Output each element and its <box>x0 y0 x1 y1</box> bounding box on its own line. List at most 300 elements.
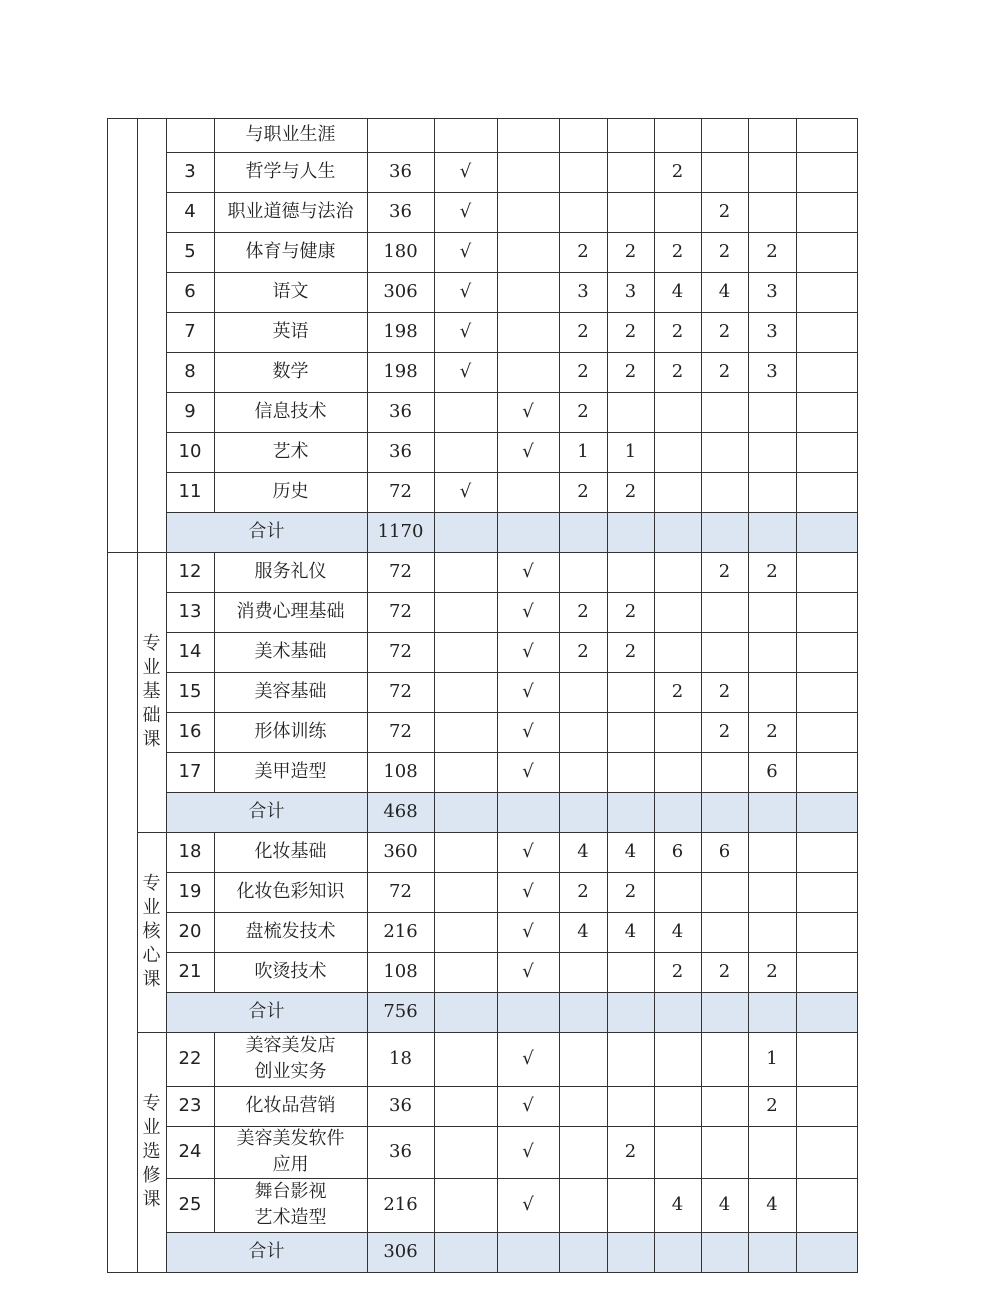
v-gridline <box>796 118 797 1272</box>
semester-hours-cell <box>857 272 893 312</box>
h-gridline <box>166 392 858 393</box>
group-label-char: 专 <box>142 873 161 894</box>
v-gridline <box>137 552 138 1272</box>
semester-hours-cell: 2 <box>624 361 637 382</box>
required-check <box>434 1126 497 1178</box>
required-check <box>434 552 497 592</box>
semester-hours-cell <box>607 792 654 832</box>
semester-hours-cell: 4 <box>671 1194 684 1215</box>
course-number: 12 <box>178 561 202 582</box>
semester-hours-cell: 2 <box>718 561 731 582</box>
course-hours: 180 <box>383 241 418 262</box>
course-name <box>214 1032 367 1086</box>
course-name <box>214 712 367 752</box>
semester-hours-cell: 3 <box>766 281 778 302</box>
semester-hours-cell <box>796 712 857 752</box>
course-name-line: 服务礼仪 <box>254 561 327 582</box>
elective-check: √ <box>522 561 534 582</box>
course-name <box>214 472 367 512</box>
group-label-char: 基 <box>142 681 161 702</box>
semester-hours-cell: 2 <box>577 641 589 662</box>
group-label <box>137 832 166 1032</box>
course-hours: 36 <box>389 1095 412 1116</box>
course-name <box>214 392 367 432</box>
semester-hours-cell <box>796 118 857 152</box>
group-label-char: 核 <box>142 921 161 942</box>
semester-hours-cell: 6 <box>718 841 731 862</box>
semester-hours-cell <box>654 432 701 472</box>
semester-hours-cell <box>559 192 607 232</box>
semester-hours-cell: 2 <box>766 561 778 582</box>
semester-hours-cell <box>559 1086 607 1126</box>
semester-hours-cell <box>857 912 893 952</box>
course-name <box>214 832 367 872</box>
course-hours <box>367 118 434 152</box>
elective-check: √ <box>522 441 534 462</box>
semester-hours-cell <box>748 872 796 912</box>
semester-hours-cell <box>857 632 893 672</box>
course-name <box>214 552 367 592</box>
course-name <box>214 592 367 632</box>
h-gridline <box>166 272 858 273</box>
course-number: 22 <box>178 1048 202 1069</box>
course-name-line: 化妆基础 <box>254 841 327 862</box>
v-gridline <box>214 592 215 632</box>
v-gridline <box>857 118 858 1272</box>
group-label-char: 课 <box>142 969 161 990</box>
h-gridline <box>107 118 858 119</box>
h-gridline <box>166 512 858 513</box>
semester-hours-cell: 4 <box>718 1194 731 1215</box>
h-gridline <box>166 672 858 673</box>
required-check <box>434 392 497 432</box>
h-gridline <box>166 632 858 633</box>
course-name-line: 舞台影视 <box>254 1181 327 1202</box>
v-gridline <box>214 152 215 192</box>
semester-hours-cell <box>748 192 796 232</box>
semester-hours-cell <box>701 432 748 472</box>
semester-hours-cell <box>857 872 893 912</box>
required-check: √ <box>459 281 472 302</box>
v-gridline <box>654 118 655 1272</box>
semester-hours-cell <box>559 992 607 1032</box>
elective-check <box>497 512 559 552</box>
semester-hours-cell <box>701 632 748 672</box>
course-name-line: 艺术造型 <box>254 1207 327 1228</box>
semester-hours-cell <box>607 392 654 432</box>
semester-hours-cell <box>796 1178 857 1232</box>
course-number: 18 <box>178 841 202 862</box>
semester-hours-cell <box>559 152 607 192</box>
required-check <box>434 432 497 472</box>
group-label-char: 修 <box>142 1165 161 1186</box>
semester-hours-cell <box>559 1032 607 1086</box>
course-number: 3 <box>184 161 196 182</box>
semester-hours-cell <box>796 512 857 552</box>
semester-hours-cell: 2 <box>718 721 731 742</box>
semester-hours-cell <box>796 992 857 1032</box>
semester-hours-cell <box>748 792 796 832</box>
required-check <box>434 672 497 712</box>
h-gridline <box>166 1232 858 1233</box>
course-number: 14 <box>178 641 202 662</box>
course-name <box>214 1086 367 1126</box>
elective-check: √ <box>522 1095 534 1116</box>
h-gridline <box>166 312 858 313</box>
total-label: 合计 <box>248 801 285 822</box>
course-name-line: 美容美发店 <box>245 1035 336 1056</box>
course-hours: 36 <box>389 161 412 182</box>
semester-hours-cell: 4 <box>671 921 684 942</box>
elective-check: √ <box>522 961 534 982</box>
required-check <box>434 1086 497 1126</box>
course-name-line: 数学 <box>272 361 309 382</box>
semester-hours-cell <box>654 512 701 552</box>
course-hours: 198 <box>383 321 418 342</box>
semester-hours-cell <box>857 352 893 392</box>
course-name-line: 历史 <box>272 481 309 502</box>
semester-hours-cell <box>796 872 857 912</box>
semester-hours-cell <box>607 118 654 152</box>
semester-hours-cell <box>857 392 893 432</box>
group-label-char: 础 <box>142 705 161 726</box>
total-label: 合计 <box>248 1001 285 1022</box>
semester-hours-cell: 2 <box>624 1141 637 1162</box>
semester-hours-cell <box>857 1232 893 1272</box>
course-hours: 36 <box>389 1141 412 1162</box>
semester-hours-cell <box>796 1232 857 1272</box>
semester-hours-cell <box>748 512 796 552</box>
total-hours: 756 <box>383 1001 418 1022</box>
semester-hours-cell <box>748 672 796 712</box>
semester-hours-cell <box>654 392 701 432</box>
semester-hours-cell <box>701 992 748 1032</box>
v-gridline <box>701 118 702 1272</box>
course-name <box>214 1178 367 1232</box>
course-number: 20 <box>178 921 202 942</box>
semester-hours-cell <box>857 712 893 752</box>
h-gridline <box>166 472 858 473</box>
required-check: √ <box>459 201 472 222</box>
course-hours: 306 <box>383 281 418 302</box>
course-name-line: 哲学与人生 <box>245 161 336 182</box>
course-hours: 72 <box>389 721 412 742</box>
semester-hours-cell: 4 <box>577 921 589 942</box>
course-name-line: 消费心理基础 <box>236 601 345 622</box>
semester-hours-cell <box>607 952 654 992</box>
semester-hours-cell: 3 <box>766 321 778 342</box>
semester-hours-cell: 2 <box>577 881 589 902</box>
group-label-char: 专 <box>142 1093 161 1114</box>
course-hours: 360 <box>383 841 418 862</box>
v-gridline <box>214 952 215 992</box>
h-gridline <box>166 1126 858 1127</box>
semester-hours-cell <box>607 192 654 232</box>
required-check: √ <box>459 481 472 502</box>
semester-hours-cell <box>559 752 607 792</box>
course-hours: 198 <box>383 361 418 382</box>
h-gridline <box>166 752 858 753</box>
semester-hours-cell <box>607 1178 654 1232</box>
elective-check: √ <box>522 761 534 782</box>
course-name <box>214 752 367 792</box>
course-hours: 108 <box>383 761 418 782</box>
semester-hours-cell <box>857 232 893 272</box>
semester-hours-cell: 2 <box>624 881 637 902</box>
total-hours: 1170 <box>377 521 424 542</box>
semester-hours-cell <box>607 552 654 592</box>
semester-hours-cell <box>857 672 893 712</box>
semester-hours-cell <box>654 1032 701 1086</box>
semester-hours-cell <box>607 712 654 752</box>
semester-hours-cell: 2 <box>577 241 589 262</box>
course-hours: 36 <box>389 401 412 422</box>
elective-check <box>497 992 559 1032</box>
elective-check: √ <box>522 1141 534 1162</box>
semester-hours-cell <box>796 312 857 352</box>
v-gridline <box>367 118 368 1272</box>
semester-hours-cell <box>796 552 857 592</box>
course-name-line: 应用 <box>272 1154 309 1175</box>
course-hours: 72 <box>389 641 412 662</box>
semester-hours-cell <box>559 952 607 992</box>
elective-check: √ <box>522 601 534 622</box>
semester-hours-cell: 4 <box>624 841 637 862</box>
course-number: 21 <box>178 961 202 982</box>
v-gridline <box>214 312 215 352</box>
semester-hours-cell <box>748 118 796 152</box>
required-check <box>434 118 497 152</box>
semester-hours-cell: 2 <box>624 481 637 502</box>
group-label-char: 业 <box>142 897 161 918</box>
semester-hours-cell: 2 <box>671 681 684 702</box>
required-check <box>434 872 497 912</box>
h-gridline <box>166 192 858 193</box>
semester-hours-cell <box>607 1232 654 1272</box>
course-name-line: 职业道德与法治 <box>227 201 354 222</box>
required-check: √ <box>459 321 472 342</box>
h-gridline <box>166 232 858 233</box>
course-name <box>214 312 367 352</box>
semester-hours-cell <box>654 712 701 752</box>
semester-hours-cell: 2 <box>577 481 589 502</box>
course-name <box>214 952 367 992</box>
semester-hours-cell: 2 <box>624 321 637 342</box>
semester-hours-cell <box>748 992 796 1032</box>
course-number: 11 <box>178 481 202 502</box>
semester-hours-cell <box>701 592 748 632</box>
semester-hours-cell <box>857 552 893 592</box>
course-schedule-table <box>107 118 893 1276</box>
semester-hours-cell <box>857 952 893 992</box>
v-gridline <box>214 1032 215 1086</box>
semester-hours-cell <box>857 992 893 1032</box>
course-hours: 72 <box>389 561 412 582</box>
h-gridline <box>166 1178 858 1179</box>
h-gridline <box>166 152 858 153</box>
semester-hours-cell <box>559 1126 607 1178</box>
semester-hours-cell <box>748 632 796 672</box>
group-label-char: 选 <box>142 1141 161 1162</box>
elective-check <box>497 1232 559 1272</box>
v-gridline <box>434 118 435 1272</box>
semester-hours-cell <box>857 1086 893 1126</box>
course-number: 7 <box>184 321 196 342</box>
semester-hours-cell <box>857 192 893 232</box>
semester-hours-cell <box>796 392 857 432</box>
required-check <box>434 832 497 872</box>
v-gridline <box>559 118 560 1272</box>
semester-hours-cell: 6 <box>671 841 684 862</box>
semester-hours-cell <box>654 992 701 1032</box>
semester-hours-cell: 2 <box>624 601 637 622</box>
semester-hours-cell <box>607 752 654 792</box>
semester-hours-cell <box>701 472 748 512</box>
course-name <box>214 232 367 272</box>
course-hours: 18 <box>389 1048 412 1069</box>
required-check <box>434 912 497 952</box>
total-label: 合计 <box>248 521 285 542</box>
required-check <box>434 1232 497 1272</box>
semester-hours-cell <box>857 792 893 832</box>
h-gridline <box>166 872 858 873</box>
semester-hours-cell <box>607 512 654 552</box>
semester-hours-cell: 2 <box>718 201 731 222</box>
v-gridline <box>214 432 215 472</box>
semester-hours-cell <box>654 1232 701 1272</box>
course-name-line: 形体训练 <box>254 721 327 742</box>
elective-check: √ <box>522 1048 534 1069</box>
semester-hours-cell: 2 <box>766 1095 778 1116</box>
semester-hours-cell <box>796 472 857 512</box>
semester-hours-cell <box>857 312 893 352</box>
course-number: 9 <box>184 401 196 422</box>
elective-check: √ <box>522 681 534 702</box>
course-name-line: 信息技术 <box>254 401 327 422</box>
course-hours: 72 <box>389 481 412 502</box>
course-hours: 216 <box>383 1194 418 1215</box>
semester-hours-cell <box>654 792 701 832</box>
v-gridline <box>214 1086 215 1126</box>
semester-hours-cell <box>701 1126 748 1178</box>
required-check <box>434 1178 497 1232</box>
semester-hours-cell <box>654 118 701 152</box>
semester-hours-cell <box>857 1126 893 1178</box>
required-check: √ <box>459 241 472 262</box>
v-gridline <box>214 712 215 752</box>
elective-check: √ <box>522 921 534 942</box>
elective-check <box>497 792 559 832</box>
course-number: 17 <box>178 761 202 782</box>
semester-hours-cell <box>701 912 748 952</box>
semester-hours-cell <box>796 432 857 472</box>
course-name <box>214 872 367 912</box>
course-name <box>214 272 367 312</box>
semester-hours-cell <box>796 792 857 832</box>
semester-hours-cell <box>654 752 701 792</box>
required-check <box>434 592 497 632</box>
course-name-line: 盘梳发技术 <box>245 921 336 942</box>
semester-hours-cell: 2 <box>766 721 778 742</box>
semester-hours-cell: 3 <box>766 361 778 382</box>
course-number: 8 <box>184 361 196 382</box>
v-gridline <box>214 1178 215 1232</box>
semester-hours-cell <box>796 832 857 872</box>
semester-hours-cell <box>857 832 893 872</box>
semester-hours-cell <box>857 512 893 552</box>
elective-check: √ <box>522 841 534 862</box>
semester-hours-cell: 4 <box>718 281 731 302</box>
course-name-line: 语文 <box>272 281 309 302</box>
semester-hours-cell <box>654 192 701 232</box>
v-gridline <box>214 192 215 232</box>
v-gridline <box>214 392 215 432</box>
semester-hours-cell <box>857 472 893 512</box>
course-name-line: 美术基础 <box>254 641 327 662</box>
semester-hours-cell: 2 <box>624 641 637 662</box>
group-label <box>137 552 166 832</box>
course-name-line: 吹烫技术 <box>254 961 327 982</box>
semester-hours-cell <box>654 592 701 632</box>
course-number: 16 <box>178 721 202 742</box>
elective-check <box>497 118 559 152</box>
required-check <box>434 752 497 792</box>
course-name <box>214 192 367 232</box>
elective-check <box>497 472 559 512</box>
required-check <box>434 992 497 1032</box>
semester-hours-cell <box>796 272 857 312</box>
required-check <box>434 712 497 752</box>
elective-check: √ <box>522 641 534 662</box>
semester-hours-cell <box>796 632 857 672</box>
semester-hours-cell <box>607 672 654 712</box>
semester-hours-cell <box>701 752 748 792</box>
semester-hours-cell <box>796 192 857 232</box>
course-name <box>214 152 367 192</box>
semester-hours-cell: 4 <box>577 841 589 862</box>
semester-hours-cell <box>857 1032 893 1086</box>
semester-hours-cell <box>559 512 607 552</box>
semester-hours-cell <box>654 472 701 512</box>
h-gridline <box>166 592 858 593</box>
semester-hours-cell: 2 <box>718 361 731 382</box>
elective-check <box>497 152 559 192</box>
v-gridline <box>214 632 215 672</box>
semester-hours-cell <box>701 1032 748 1086</box>
v-gridline <box>607 118 608 1272</box>
v-gridline <box>214 118 215 152</box>
v-gridline <box>214 352 215 392</box>
semester-hours-cell: 1 <box>624 441 637 462</box>
semester-hours-cell <box>748 152 796 192</box>
group-label-char: 业 <box>142 1117 161 1138</box>
semester-hours-cell <box>701 872 748 912</box>
semester-hours-cell <box>796 352 857 392</box>
h-gridline <box>166 992 858 993</box>
semester-hours-cell <box>607 152 654 192</box>
semester-hours-cell <box>748 1126 796 1178</box>
group-label-char: 课 <box>142 1189 161 1210</box>
semester-hours-cell <box>796 592 857 632</box>
required-check <box>434 792 497 832</box>
v-gridline <box>107 118 108 1272</box>
semester-hours-cell <box>559 1232 607 1272</box>
semester-hours-cell <box>748 832 796 872</box>
v-gridline <box>214 872 215 912</box>
semester-hours-cell <box>654 552 701 592</box>
v-gridline <box>214 752 215 792</box>
v-gridline <box>214 672 215 712</box>
